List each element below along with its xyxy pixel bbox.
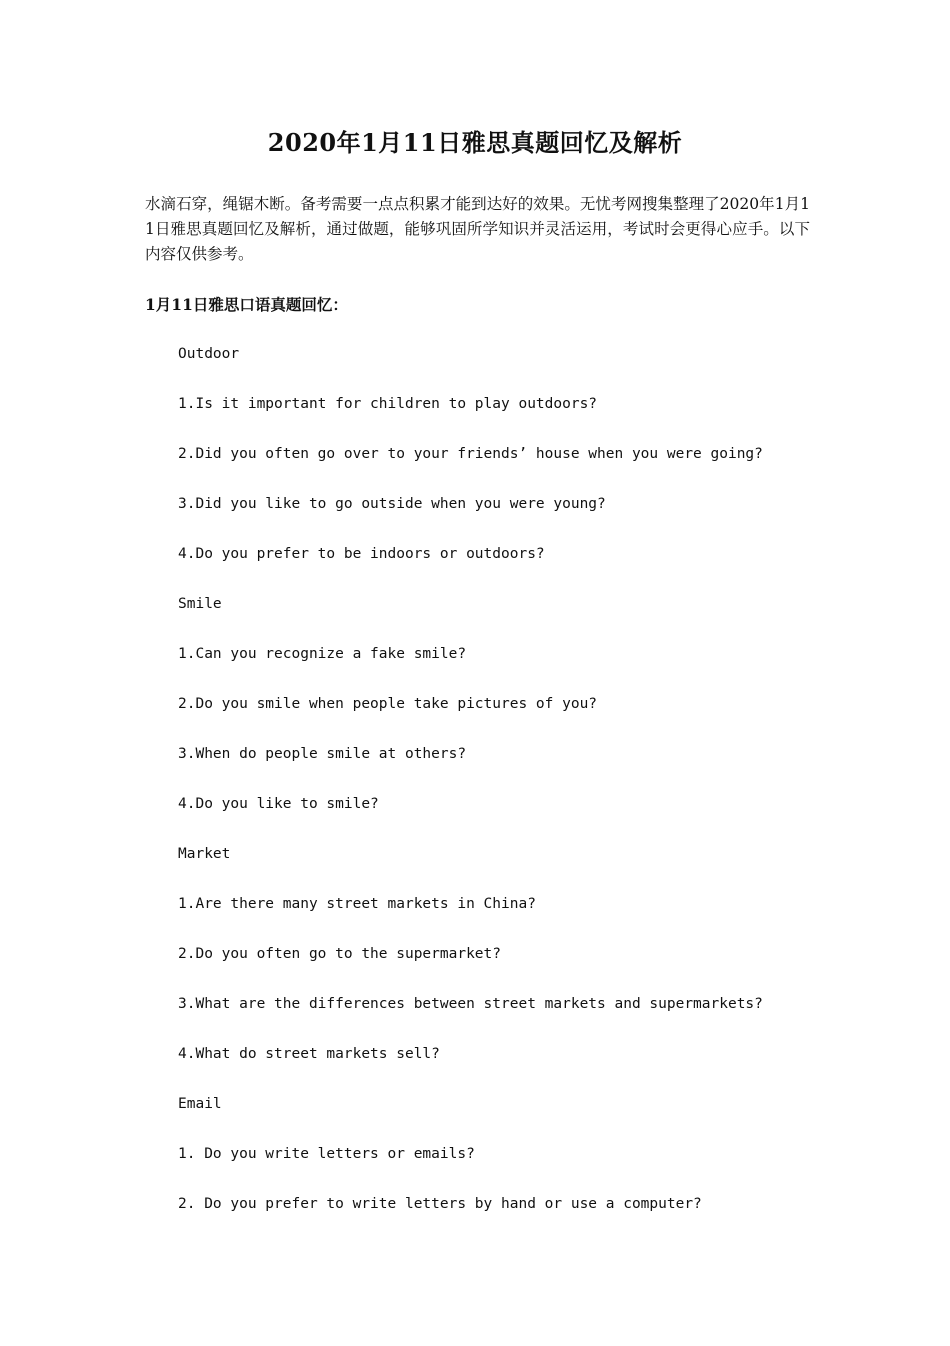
topic-heading-market: Market [178, 846, 231, 862]
question-item: 2. Do you prefer to write letters by hand or use a computer? [178, 1196, 702, 1212]
question-item: 1.Are there many street markets in China? [178, 896, 536, 912]
question-item: 1.Can you recognize a fake smile? [178, 646, 467, 662]
question-item: 3.When do people smile at others? [178, 746, 467, 762]
question-item: 4.Do you like to smile? [178, 796, 379, 812]
question-item: 4.Do you prefer to be indoors or outdoors? [178, 546, 545, 562]
page-title: 2020年1月11日雅思真题回忆及解析 [267, 128, 683, 157]
topic-heading-smile: Smile [178, 596, 222, 612]
question-item: 4.What do street markets sell? [178, 1046, 440, 1062]
topic-heading-email: Email [178, 1096, 222, 1112]
question-item: 3.Did you like to go outside when you were young? [178, 496, 606, 512]
section-heading: 1月11日雅思口语真题回忆： [145, 295, 348, 314]
question-item: 2.Do you often go to the supermarket? [178, 946, 502, 962]
question-list [178, 342, 878, 1242]
question-item: 3.What are the differences between street markets and supermarkets? [178, 996, 763, 1012]
topic-heading-outdoor: Outdoor [178, 346, 240, 362]
question-item: 1.Is it important for children to play outdoors? [178, 396, 598, 412]
intro-paragraph: 水滴石穿，绳锯木断。备考需要一点点积累才能到达好的效果。无忧考网搜集整理了2020年1月11日雅思真题回忆及解析，通过做题，能够巩固所学知识并灵活运用，考试时会更得心应手。以下内容仅供参考。 [145, 195, 810, 263]
question-item: 2.Do you smile when people take pictures of you? [178, 696, 598, 712]
question-item: 1. Do you write letters or emails? [178, 1146, 475, 1162]
question-item: 2.Did you often go over to your friends’ house when you were going? [178, 446, 763, 462]
